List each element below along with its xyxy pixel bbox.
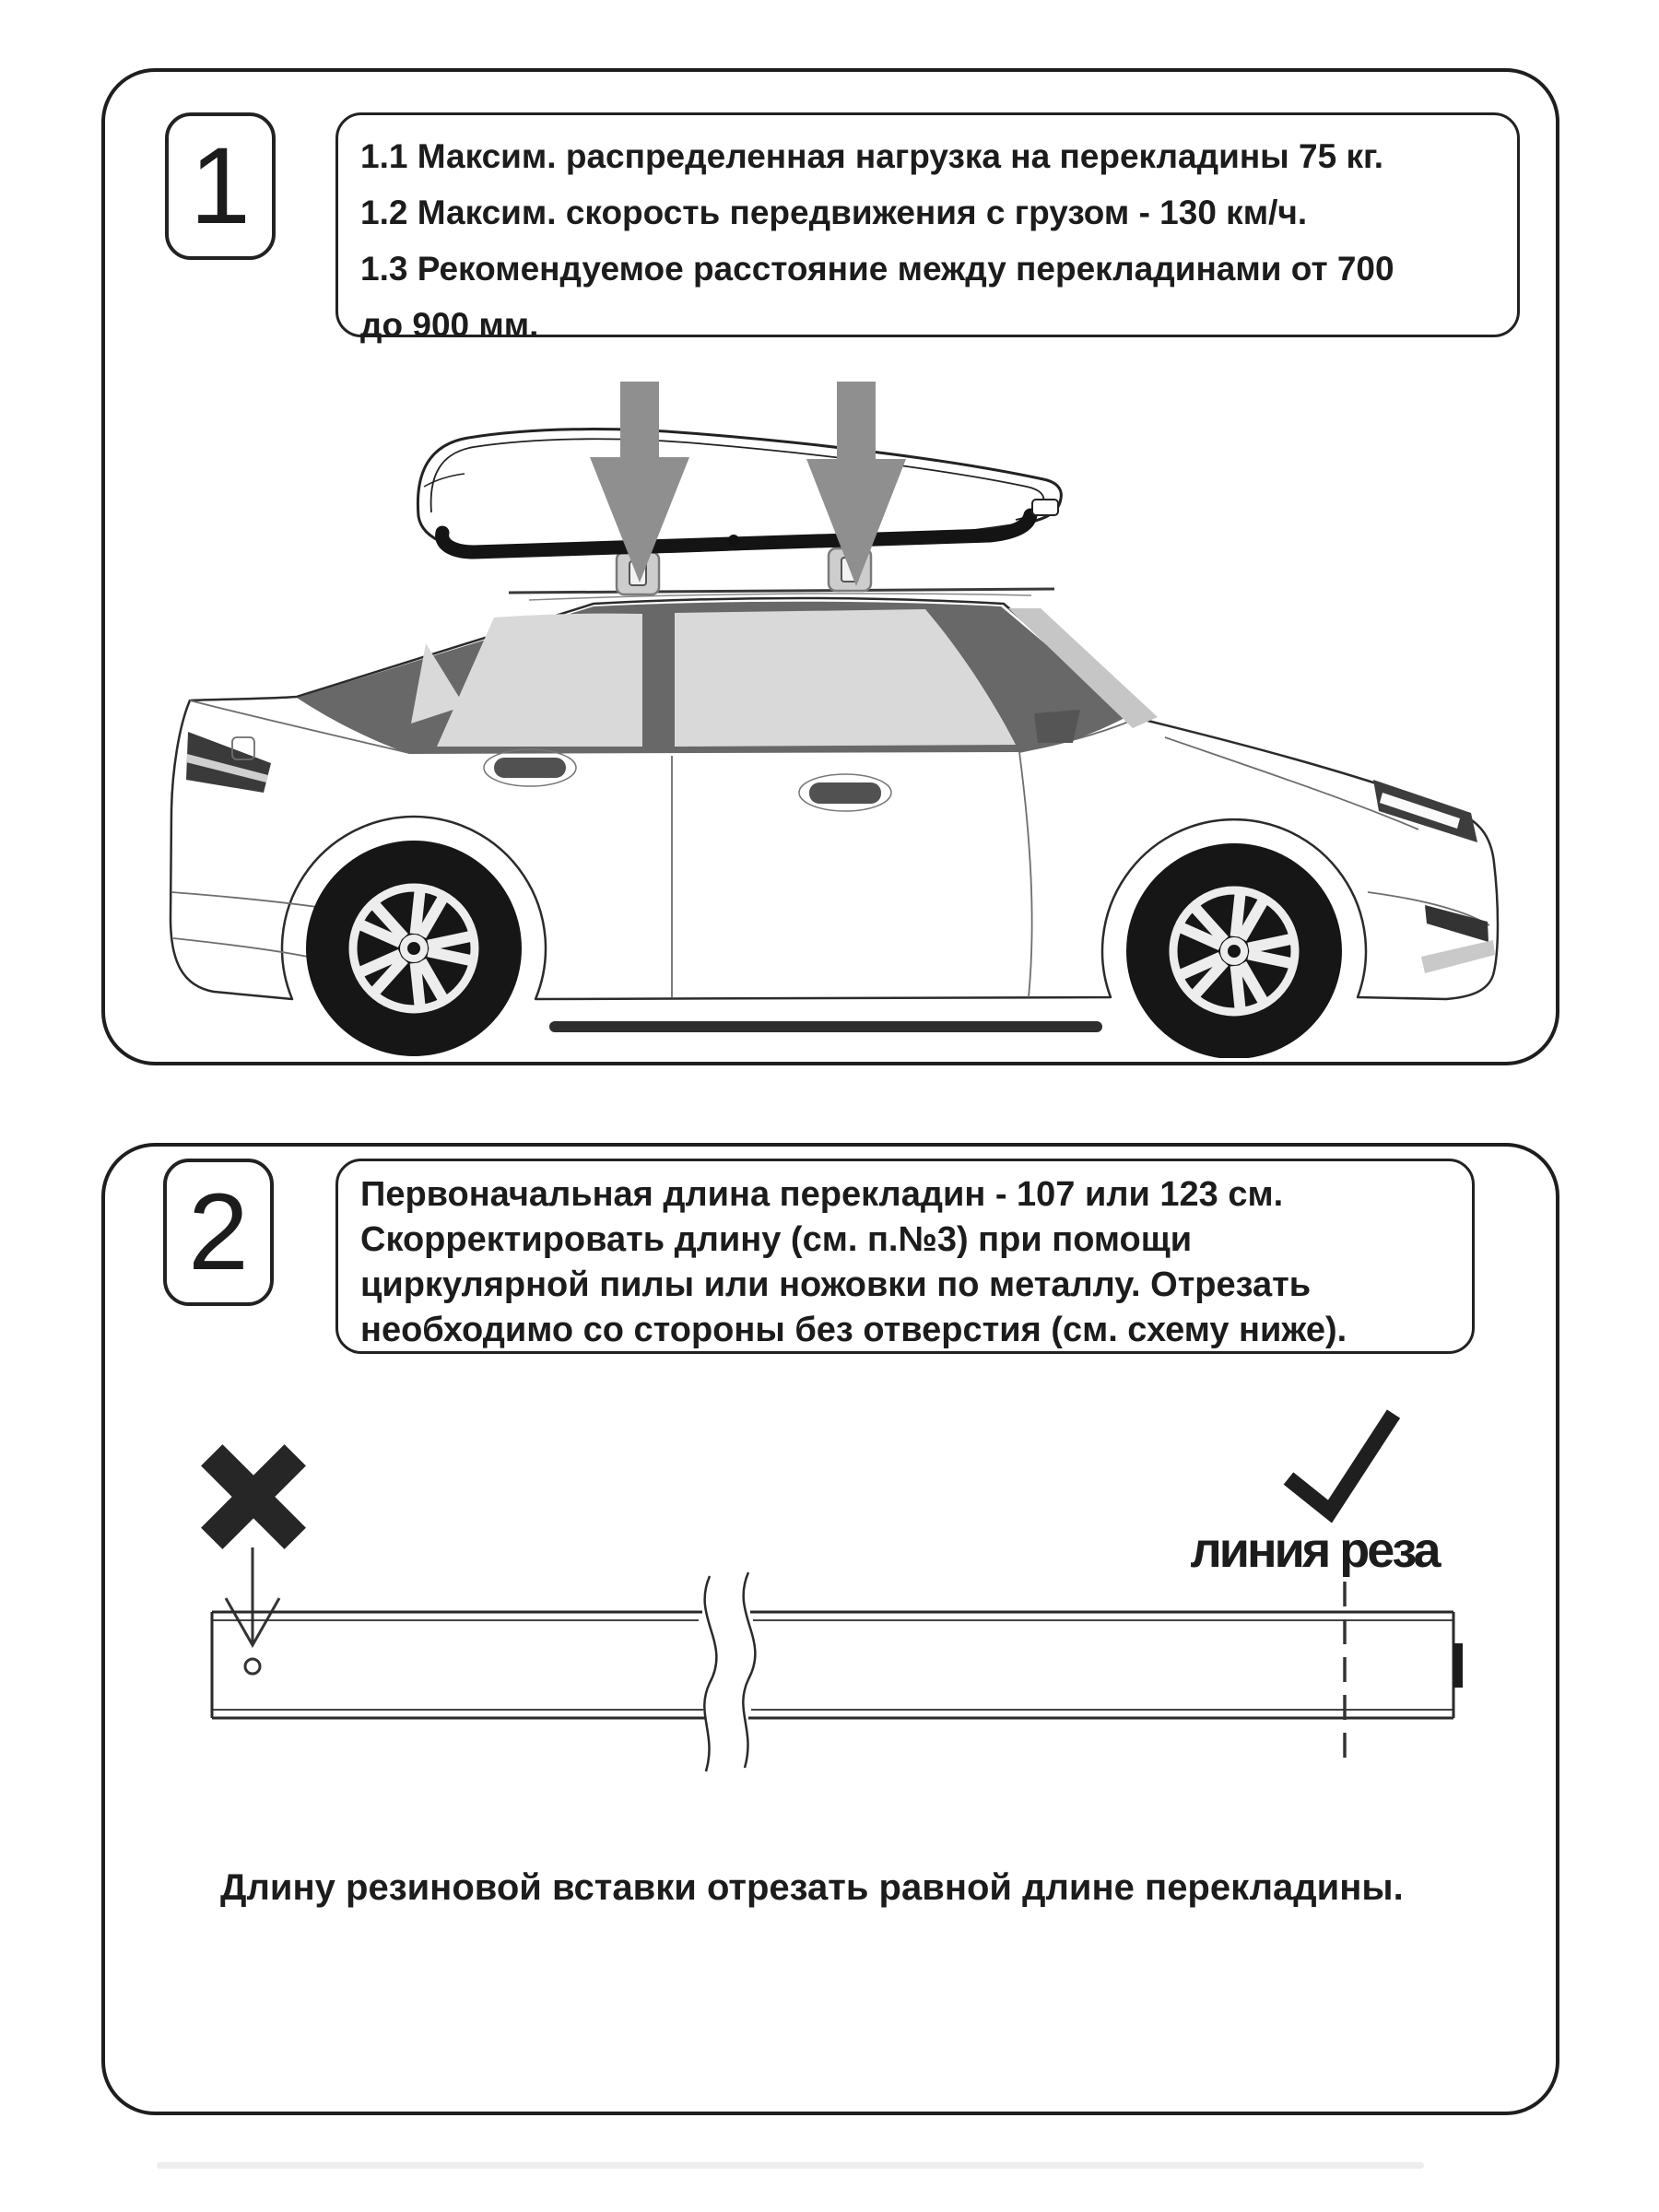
rubber-insert-caption: Длину резиновой вставки отрезать равной длине перекладины. [220, 1867, 1404, 1908]
instruction-line-2-4: необходимо со стороны без отверстия (см. схему ниже). [360, 1311, 1347, 1349]
hole-marker [245, 1659, 260, 1674]
front-door-handle [809, 782, 881, 804]
crossbar-cut-diagram [105, 1405, 1563, 1792]
roof-box-lock [728, 535, 739, 546]
step2-number: 2 [188, 1171, 249, 1293]
instruction-line-2-1: Первоначальная длина перекладин - 107 или 123 см. [360, 1175, 1284, 1214]
car-roof-box-illustration [133, 376, 1543, 1058]
x-cross-icon [201, 1444, 306, 1549]
step1-instructions-box [335, 112, 1520, 344]
sill-strip [549, 1021, 1102, 1032]
instruction-line-2-2: Скорректировать длину (см. п.№3) при помощи [360, 1220, 1193, 1259]
front-wheel [1126, 843, 1342, 1058]
cut-line-label: линия реза [1190, 1523, 1439, 1578]
crossbar [212, 1612, 1453, 1718]
bar-break-waves [704, 1572, 755, 1771]
pointer-arrow-icon [226, 1547, 279, 1645]
checkmark-icon [1288, 1414, 1394, 1512]
step2-panel [101, 1143, 1559, 2115]
roof-box [418, 429, 1061, 554]
bar-end-tab [1453, 1643, 1463, 1688]
scan-artifact-line [157, 2162, 1424, 2169]
step1-panel [101, 68, 1559, 1065]
instruction-line-1-1: 1.1 Максим. распределенная нагрузка на перекладины 75 кг. [360, 137, 1383, 175]
instruction-line-1-2: 1.2 Максим. скорость передвижения с грузом - 130 км/ч. [360, 194, 1308, 231]
instruction-line-1-3b: до 900 мм. [360, 306, 539, 344]
rear-door-handle [494, 758, 566, 778]
car-greenhouse [297, 602, 1158, 754]
step1-number-badge [165, 112, 276, 260]
instruction-line-2-3: циркулярной пилы или ножовки по металлу. Отрезать [360, 1265, 1312, 1304]
rear-door-window [437, 614, 642, 747]
step2-instructions-box [335, 1159, 1475, 1354]
step2-number-badge [163, 1159, 274, 1306]
step1-number: 1 [190, 125, 251, 247]
side-mirror [1034, 710, 1080, 743]
down-arrow-icon-right [806, 382, 906, 586]
rear-wheel [306, 841, 522, 1056]
instruction-line-1-3: 1.3 Рекомендуемое расстояние между перекладинами от 700 [360, 250, 1394, 288]
